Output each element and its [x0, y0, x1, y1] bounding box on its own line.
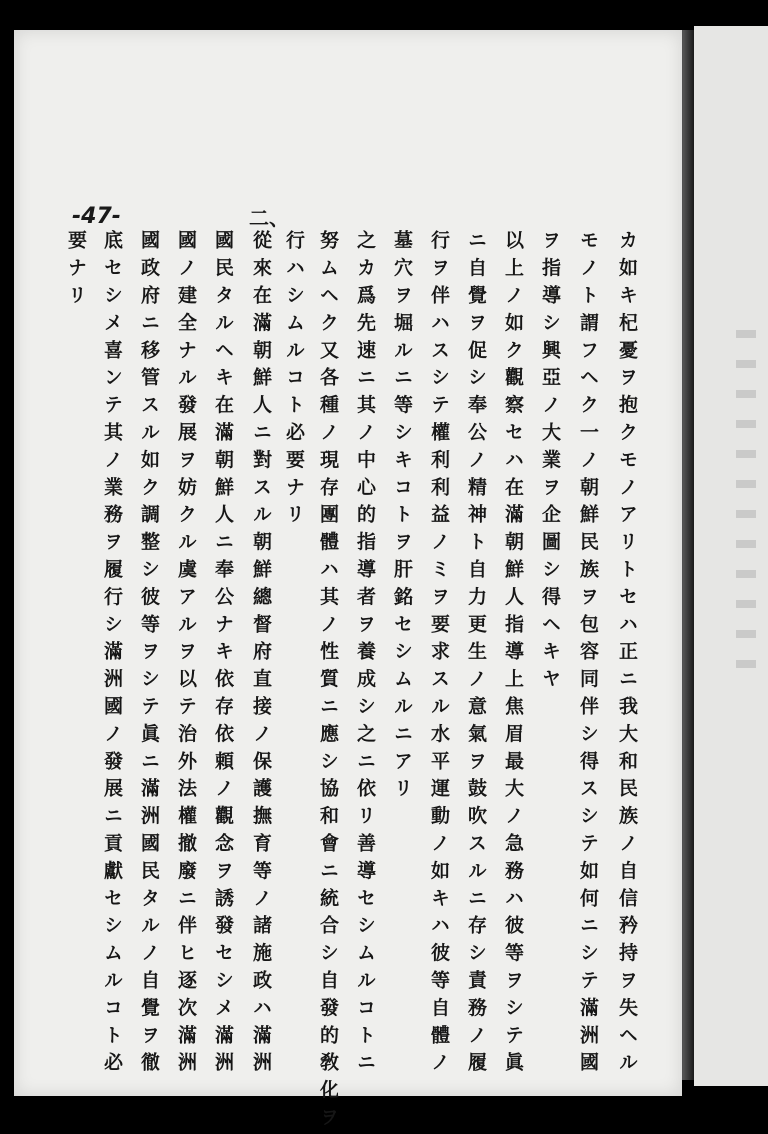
text-column-7: 墓穴ヲ堀ルニ等シキコトヲ肝銘セシムルニアリ [391, 230, 413, 806]
text-column-6: 行ヲ伴ハスシテ權利利益ノミヲ要求スル水平運動ノ如キハ彼等自體ノ [428, 230, 450, 1080]
text-column-2: モノト謂フヘク一ノ朝鮮民族ヲ包容同伴シ得スシテ如何ニシテ滿洲國 [577, 230, 599, 1080]
text-column-5: ニ自覺ヲ促シ奉公ノ精神ト自力更生ノ意氣ヲ鼓吹スルニ存シ責務ノ履 [465, 230, 487, 1080]
text-column-11: 從來在滿朝鮮人ニ對スル朝鮮總督府直接ノ保護撫育等ノ諸施政ハ滿洲 [250, 230, 272, 1080]
text-column-16: 要ナリ [65, 230, 87, 313]
text-column-14: 國政府ニ移管スル如ク調整シ彼等ヲシテ眞ニ滿洲國民タルノ自覺ヲ徹 [138, 230, 160, 1080]
page-number: -47- [72, 204, 121, 229]
text-column-10: 行ハシムルコト必要ナリ [283, 230, 305, 532]
section-marker: 二、 [249, 206, 289, 230]
text-column-8: 之カ爲先速ニ其ノ中心的指導者ヲ養成シ之ニ依リ善導セシムルコトニ [354, 230, 376, 1080]
adjacent-page-edge [694, 26, 768, 1086]
text-column-3: ヲ指導シ興亞ノ大業ヲ企圖シ得ヘキヤ [539, 230, 561, 696]
text-column-4: 以上ノ如ク觀察セハ在滿朝鮮人指導上焦眉最大ノ急務ハ彼等ヲシテ眞 [502, 230, 524, 1080]
text-column-1: カ如キ杞憂ヲ抱クモノアリトセハ正ニ我大和民族ノ自信矜持ヲ失ヘル [616, 230, 638, 1080]
text-column-9: 努ムヘク又各種ノ現存團體ハ其ノ性質ニ應シ協和會ニ統合シ自發的敎化ヲ [317, 230, 339, 1134]
text-column-12: 國民タルヘキ在滿朝鮮人ニ奉公ナキ依存依頼ノ觀念ヲ誘發セシメ滿洲 [212, 230, 234, 1080]
text-column-13: 國ノ建全ナル發展ヲ妨クル虞アルヲ以テ治外法權撤廢ニ伴ヒ逐次滿洲 [175, 230, 197, 1080]
bleed-through-marks [736, 330, 756, 670]
text-column-15: 底セシメ喜ンテ其ノ業務ヲ履行シ滿洲國ノ發展ニ貢獻セシムルコト必 [101, 230, 123, 1080]
